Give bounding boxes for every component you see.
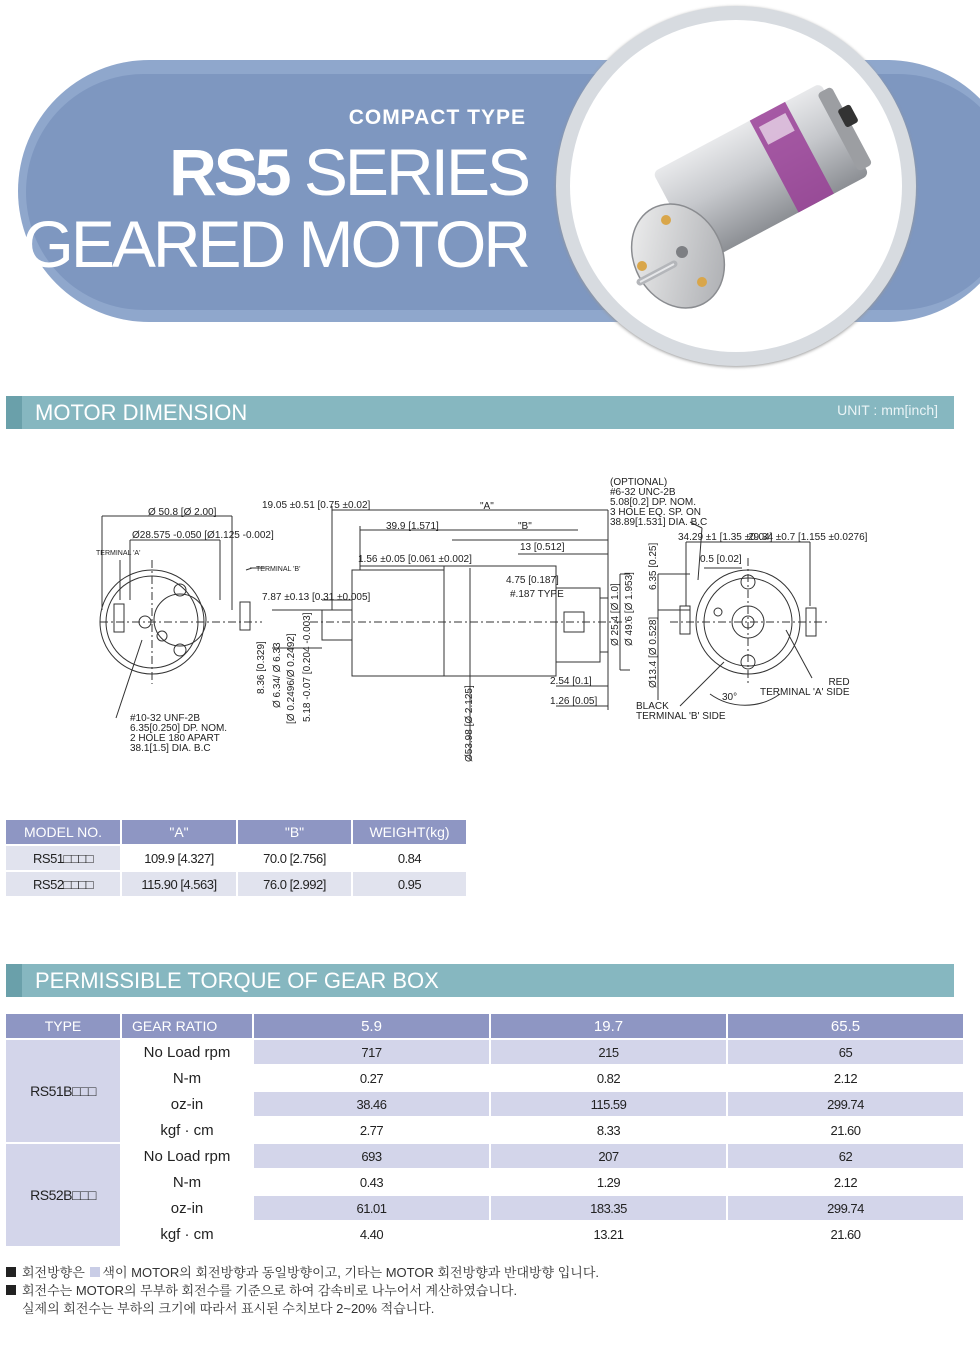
bullet-square-icon: [6, 1285, 16, 1295]
note-line: [6, 1282, 599, 1300]
table-cell: 61.01: [254, 1196, 489, 1220]
table-cell: 0.82: [491, 1066, 726, 1090]
motor-dimension-drawing: [90, 470, 950, 770]
type-cell: RS51B□□□: [6, 1040, 120, 1142]
table-row: [6, 1196, 963, 1220]
table-cell: 215: [491, 1040, 726, 1064]
table-cell: 65: [728, 1040, 963, 1064]
motor-dimension-header: [6, 396, 954, 429]
row-label: oz-in: [122, 1092, 252, 1116]
black-note-line: TERMINAL 'B' SIDE: [636, 711, 726, 722]
table-row: [6, 1118, 963, 1142]
torque-header: [6, 964, 954, 997]
table-cell: 8.33: [491, 1118, 726, 1142]
optional-note-line: (OPTIONAL): [610, 477, 668, 488]
column-header: GEAR RATIO: [122, 1014, 252, 1038]
table-cell: 21.60: [728, 1222, 963, 1246]
side-vertical-label: Ø 49.6 [Ø 1.953]: [624, 572, 635, 646]
row-label: kgf · cm: [122, 1222, 252, 1246]
column-header: MODEL NO.: [6, 820, 120, 844]
table-cell: 4.40: [254, 1222, 489, 1246]
table-cell: 693: [254, 1144, 489, 1168]
row-label: N-m: [122, 1170, 252, 1194]
row-label: kgf · cm: [122, 1118, 252, 1142]
table-cell: 76.0 [2.992]: [238, 872, 351, 896]
table-cell: 299.74: [728, 1196, 963, 1220]
note-line: [6, 1300, 599, 1318]
column-header: 5.9: [254, 1014, 489, 1038]
black-terminal-note: [636, 702, 726, 722]
note-text: 회전방향은: [22, 1265, 85, 1280]
side-vertical-label: [Ø 0.2496/Ø 0.2492]: [286, 633, 297, 724]
hole-note-line: #10-32 UNF-2B: [130, 713, 201, 724]
front-outer-diameter-label: Ø 50.8 [Ø 2.00]: [148, 507, 217, 518]
row-label: No Load rpm: [122, 1144, 252, 1168]
table-header-row: [6, 1014, 963, 1038]
front-pilot-diameter-label: Ø28.575 -0.050 [Ø1.125 -0.002]: [132, 530, 274, 541]
row-label: N-m: [122, 1066, 252, 1090]
note-text: 색이 MOTOR의 회전방향과 동일방향이고, 기타는 MOTOR 회전방향과 반대방향 입니다.: [102, 1265, 600, 1280]
table-row: [6, 1222, 963, 1246]
color-swatch-icon: [90, 1267, 100, 1277]
table-cell: 62: [728, 1144, 963, 1168]
table-row: [6, 1040, 963, 1064]
hole-note-line: 2 HOLE 180 APART: [130, 733, 220, 744]
terminal-a-label: TERMINAL 'A': [96, 550, 141, 557]
table-row: [6, 872, 466, 896]
type-cell: RS52B□□□: [6, 1144, 120, 1246]
row-label: oz-in: [122, 1196, 252, 1220]
dimension-table: [4, 818, 468, 898]
section-title: MOTOR DIMENSION: [35, 400, 248, 425]
column-header: 65.5: [728, 1014, 963, 1038]
red-note-line: TERMINAL 'A' SIDE: [760, 687, 850, 698]
side-vertical-label: Ø53.98 [Ø 2.125]: [464, 685, 475, 762]
side-vertical-label: Ø 25.4 [Ø 1.0]: [610, 583, 621, 646]
optional-note-line: 5.08[0.2] DP. NOM.: [610, 497, 696, 508]
table-cell: 299.74: [728, 1092, 963, 1116]
side-dim-label: 7.87 ±0.13 [0.31 ±0.005]: [262, 592, 371, 603]
side-vertical-label: 8.36 [0.329]: [256, 641, 267, 694]
side-dim-label: 1.56 ±0.05 [0.061 ±0.002]: [358, 554, 472, 565]
table-header-row: [6, 820, 466, 844]
side-dim-label: #.187 TYPE: [510, 589, 564, 600]
rear-optional-note: [610, 478, 707, 528]
section-title: PERMISSIBLE TORQUE OF GEAR BOX: [35, 968, 439, 993]
table-cell: 183.35: [491, 1196, 726, 1220]
optional-note-line: 3 HOLE EQ. SP. ON: [610, 507, 701, 518]
rear-vertical-label: 6.35 [0.25]: [648, 542, 659, 590]
table-cell: 2.77: [254, 1118, 489, 1142]
side-dim-label: 39.9 [1.571]: [386, 521, 439, 532]
bullet-square-icon: [6, 1267, 16, 1277]
torque-table: [4, 1012, 965, 1248]
side-dim-label: 1.26 [0.05]: [550, 696, 598, 707]
model-cell: RS52□□□□: [6, 872, 120, 896]
column-header: WEIGHT(kg): [353, 820, 466, 844]
table-row: [6, 1092, 963, 1116]
note-text: 실제의 회전수는 부하의 크기에 따라서 표시된 수치보다 2~20% 적습니다.: [22, 1301, 435, 1316]
column-header: 19.7: [491, 1014, 726, 1038]
note-text: 회전수는 MOTOR의 무부하 회전수를 기준으로 하여 감속비로 나누어서 계산하였습니다.: [22, 1283, 518, 1298]
hole-note-line: 38.1[1.5] DIA. B.C: [130, 743, 211, 754]
hero-subtitle: COMPACT TYPE: [348, 106, 526, 129]
table-cell: 0.27: [254, 1066, 489, 1090]
table-cell: 2.12: [728, 1170, 963, 1194]
table-row: [6, 1066, 963, 1090]
table-cell: 0.95: [353, 872, 466, 896]
hero-title-rest: SERIES: [288, 135, 528, 209]
dim-b-label: "B": [518, 521, 532, 532]
side-dim-label: 19.05 ±0.51 [0.75 ±0.02]: [262, 500, 371, 511]
note-line: [6, 1264, 599, 1282]
product-photo: [570, 20, 902, 352]
unit-label: UNIT : mm[inch]: [837, 402, 938, 418]
table-cell: 717: [254, 1040, 489, 1064]
red-terminal-note: [760, 678, 850, 698]
table-row: [6, 1170, 963, 1194]
rear-angle-label: 30°: [722, 692, 738, 703]
column-header: TYPE: [6, 1014, 120, 1038]
red-note-line: RED: [828, 677, 850, 688]
table-row: [6, 1144, 963, 1168]
terminal-b-label: TERMINAL 'B': [256, 566, 301, 573]
rear-dim-label: 34.29 ±1 [1.35 ±0.04]: [678, 532, 773, 543]
rear-vertical-label: Ø13.4 [Ø 0.528]: [648, 616, 659, 688]
side-vertical-label: 5.18 -0.07 [0.204 -0.003]: [302, 612, 313, 722]
table-cell: 13.21: [491, 1222, 726, 1246]
side-vertical-label: Ø 6.34/ Ø 6.33: [272, 642, 283, 708]
black-note-line: BLACK: [636, 701, 669, 712]
table-cell: 1.29: [491, 1170, 726, 1194]
side-dim-label: 4.75 [0.187]: [506, 575, 559, 586]
table-cell: 115.90 [4.563]: [122, 872, 236, 896]
model-cell: RS51□□□□: [6, 846, 120, 870]
table-cell: 70.0 [2.756]: [238, 846, 351, 870]
dim-a-label: "A": [480, 501, 494, 512]
front-hole-note: [130, 714, 227, 754]
hero-title-line2: GEARED MOTOR: [22, 207, 528, 281]
table-cell: 109.9 [4.327]: [122, 846, 236, 870]
table-cell: 115.59: [491, 1092, 726, 1116]
hero-title: [169, 132, 528, 212]
side-dim-label: 13 [0.512]: [520, 542, 565, 553]
optional-note-line: 38.89[1.531] DIA. B.C: [610, 517, 708, 528]
table-cell: 38.46: [254, 1092, 489, 1116]
table-cell: 0.43: [254, 1170, 489, 1194]
row-label: No Load rpm: [122, 1040, 252, 1064]
table-cell: 21.60: [728, 1118, 963, 1142]
rear-dim-label: 0.5 [0.02]: [700, 554, 742, 565]
section-marker: [6, 964, 22, 997]
table-cell: 2.12: [728, 1066, 963, 1090]
footnotes: [6, 1264, 599, 1318]
section-marker: [6, 396, 22, 429]
table-cell: 0.84: [353, 846, 466, 870]
table-row: [6, 846, 466, 870]
hole-note-line: 6.35[0.250] DP. NOM.: [130, 723, 228, 734]
hero-title-bold: RS5: [169, 135, 289, 209]
table-cell: 207: [491, 1144, 726, 1168]
side-dim-label: 2.54 [0.1]: [550, 676, 592, 687]
optional-note-line: #6-32 UNC-2B: [610, 487, 676, 498]
column-header: "A": [122, 820, 236, 844]
geared-motor-image: [570, 20, 902, 352]
rear-dim-label: 29.34 ±0.7 [1.155 ±0.0276]: [748, 532, 868, 543]
column-header: "B": [238, 820, 351, 844]
